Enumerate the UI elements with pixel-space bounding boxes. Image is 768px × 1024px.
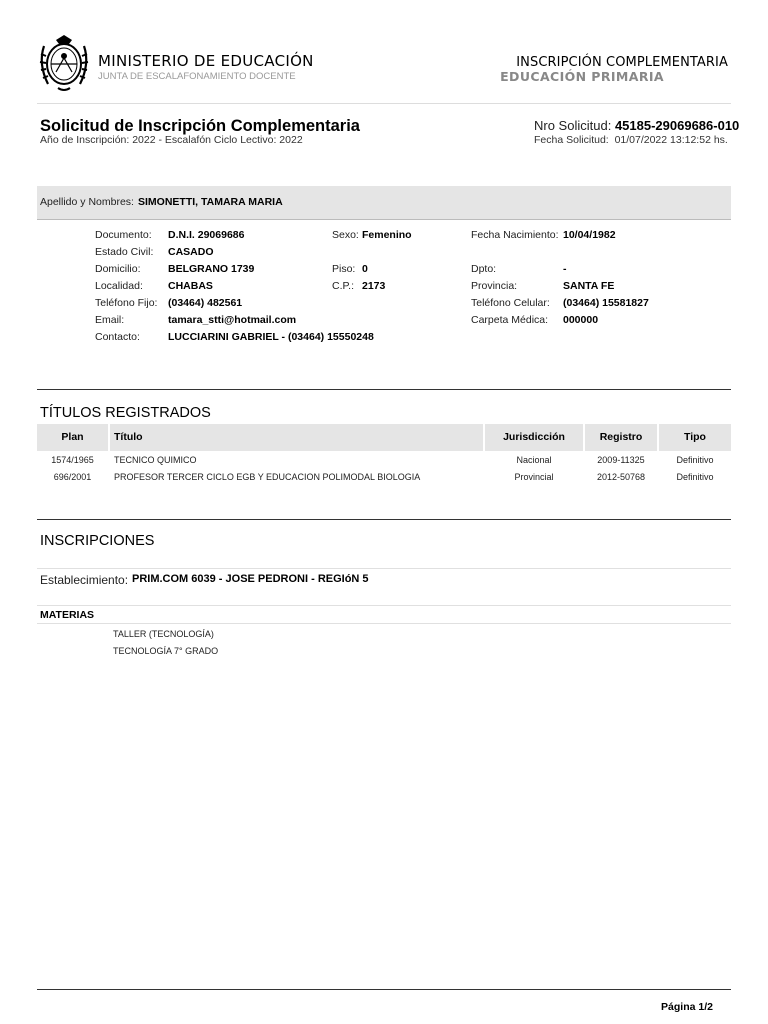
domicilio-label: Domicilio: <box>95 263 141 275</box>
ministry-subtitle: JUNTA DE ESCALAFONAMIENTO DOCENTE <box>98 71 296 82</box>
establecimiento-value: PRIM.COM 6039 - JOSE PEDRONI - REGIóN 5 <box>132 573 369 585</box>
telefono-fijo-label: Teléfono Fijo: <box>95 297 158 309</box>
row-registro: 2012-50768 <box>596 472 646 482</box>
row-titulo: PROFESOR TERCER CICLO EGB Y EDUCACION POLIMODAL BIOLOGIA <box>114 472 421 482</box>
applicant-name-bar <box>37 186 731 219</box>
solicitud-number-label: Nro Solicitud: <box>534 118 612 133</box>
sexo-value: Femenino <box>362 229 412 241</box>
email-label: Email: <box>95 314 125 326</box>
carpeta-medica-label: Carpeta Médica: <box>471 314 549 326</box>
materias-heading: MATERIAS <box>40 609 95 621</box>
name-bar-divider <box>37 219 731 220</box>
localidad-value: CHABAS <box>168 280 213 292</box>
nacimiento-label: Fecha Nacimiento: <box>471 229 559 241</box>
carpeta-medica-value: 000000 <box>563 314 599 326</box>
ministry-name: MINISTERIO DE EDUCACIÓN <box>98 52 314 70</box>
row-jurisdiccion: Nacional <box>516 455 552 465</box>
page-number: Página 1/2 <box>661 1001 713 1013</box>
inscripciones-section-title: INSCRIPCIONES <box>40 533 155 549</box>
name-label: Apellido y Nombres: <box>40 196 134 208</box>
sexo-label: Sexo: <box>332 229 359 241</box>
dpto-label: Dpto: <box>471 263 497 275</box>
materias-divider <box>37 623 731 624</box>
documento-label: Documento: <box>95 229 152 241</box>
solicitud-number-value: 45185-29069686-010 <box>614 118 740 133</box>
piso-label: Piso: <box>332 263 356 275</box>
col-jurisdiccion: Jurisdicción <box>485 424 583 451</box>
titulos-table-header <box>37 424 731 451</box>
row-tipo: Definitivo <box>676 455 714 465</box>
inscripciones-divider <box>37 568 731 569</box>
telefono-celular-label: Teléfono Celular: <box>471 297 550 309</box>
cp-label: C.P.: <box>332 280 354 292</box>
contacto-value: LUCCIARINI GABRIEL - (03464) 15550248 <box>168 331 374 343</box>
solicitud-date-value: 01/07/2022 13:12:52 hs. <box>614 134 728 146</box>
localidad-label: Localidad: <box>95 280 143 292</box>
documento-value: D.N.I. 29069686 <box>168 229 245 241</box>
section-divider <box>37 519 731 520</box>
row-plan: 696/2001 <box>53 472 92 482</box>
section-divider <box>37 389 731 390</box>
provincial-coat-of-arms-icon <box>36 34 92 94</box>
contacto-label: Contacto: <box>95 331 140 343</box>
list-item: TALLER (TECNOLOGÍA) <box>113 629 214 639</box>
email-value: tamara_stti@hotmail.com <box>168 314 297 326</box>
dpto-value: - <box>563 263 567 275</box>
row-plan: 1574/1965 <box>51 455 94 465</box>
telefono-fijo-value: (03464) 482561 <box>168 297 243 309</box>
header-divider <box>37 103 731 104</box>
solicitud-number <box>534 118 739 133</box>
establecimiento-label: Establecimiento: <box>40 573 129 587</box>
estado-civil-label: Estado Civil: <box>95 246 154 258</box>
domicilio-value: BELGRANO 1739 <box>168 263 255 275</box>
solicitud-date-label: Fecha Solicitud: <box>534 134 609 146</box>
header-title: INSCRIPCIÓN COMPLEMENTARIA <box>516 55 728 70</box>
provincia-value: SANTA FE <box>563 280 615 292</box>
provincia-label: Provincia: <box>471 280 518 292</box>
col-plan: Plan <box>37 424 108 451</box>
col-titulo: Título <box>110 424 483 451</box>
col-tipo: Tipo <box>659 424 731 451</box>
titulos-section-title: TÍTULOS REGISTRADOS <box>40 405 211 421</box>
row-tipo: Definitivo <box>676 472 714 482</box>
piso-value: 0 <box>362 263 368 275</box>
name-value: SIMONETTI, TAMARA MARIA <box>138 196 283 208</box>
establecimiento-divider <box>37 605 731 606</box>
document-title: Solicitud de Inscripción Complementaria <box>40 117 360 135</box>
row-titulo: TECNICO QUIMICO <box>114 455 197 465</box>
solicitud-date <box>534 134 728 146</box>
col-registro: Registro <box>585 424 657 451</box>
list-item: TECNOLOGÍA 7° GRADO <box>113 646 219 656</box>
nacimiento-value: 10/04/1982 <box>563 229 616 241</box>
document-subtitle: Año de Inscripción: 2022 - Escalafón Ciclo Lectivo: 2022 <box>40 134 303 146</box>
row-registro: 2009-11325 <box>597 455 645 465</box>
telefono-celular-value: (03464) 15581827 <box>563 297 649 309</box>
footer-divider <box>37 989 731 990</box>
estado-civil-value: CASADO <box>168 246 214 258</box>
row-jurisdiccion: Provincial <box>514 472 554 482</box>
header-subtitle: EDUCACIÓN PRIMARIA <box>500 69 664 84</box>
cp-value: 2173 <box>362 280 386 292</box>
